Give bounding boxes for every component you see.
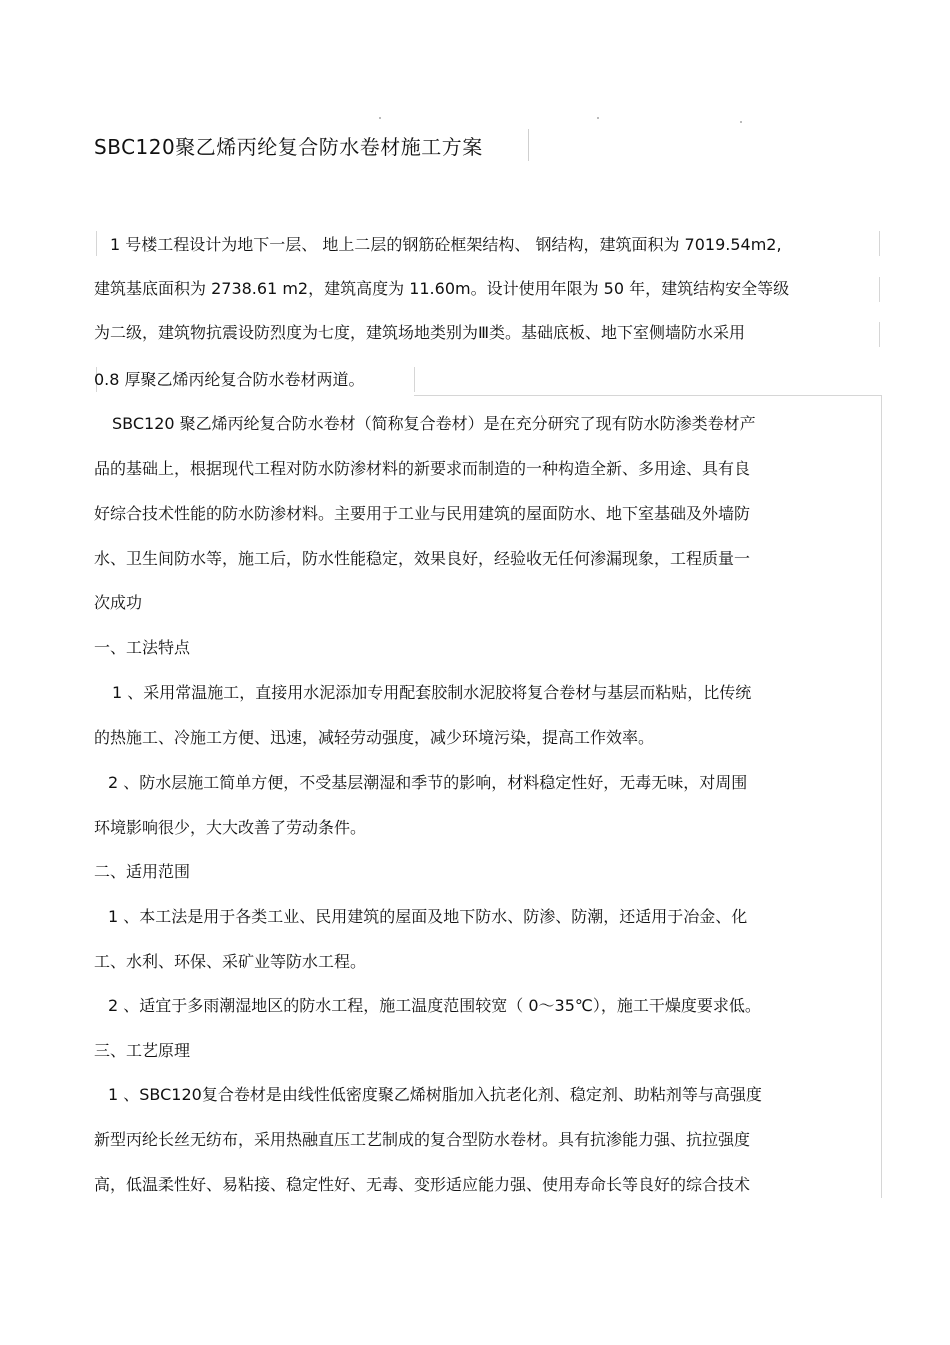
section-heading: 二、适用范围 [94,862,191,881]
right-margin-rule [881,395,882,1198]
right-divider [879,231,880,256]
paragraph-line: 次成功 [94,593,143,612]
paragraph-line: 水、卫生间防水等，施工后，防水性能稳定，效果良好，经验收无任何渗漏现象，工程质量一 [94,549,751,568]
list-item: 2 、防水层施工简单方便，不受基层潮湿和季节的影响，材料稳定性好，无毒无味，对周围 [108,773,748,792]
list-item: 1 、采用常温施工，直接用水泥添加专用配套胶制水泥胶将复合卷材与基层而粘贴，比传统 [112,683,752,702]
intro-line-1: 1 号楼工程设计为地下一层、 地上二层的钢筋砼框架结构、 钢结构，建筑面积为 7019.54m2, [110,235,782,254]
list-item: 1 、本工法是用于各类工业、民用建筑的屋面及地下防水、防渗、防潮，还适用于冶金、化 [108,907,748,926]
list-item-continued: 高，低温柔性好、易粘接、稳定性好、无毒、变形适应能力强、使用寿命长等良好的综合技术 [94,1175,751,1194]
title-divider [528,129,529,161]
intro-line-3: 为二级，建筑物抗震设防烈度为七度，建筑场地类别为Ⅲ类。基础底板、地下室侧墙防水采用 [94,323,746,342]
scan-speck [740,121,742,123]
section-heading: 三、工艺原理 [94,1041,191,1060]
list-item-continued: 工、水利、环保、采矿业等防水工程。 [94,952,367,971]
list-item: 1 、SBC120复合卷材是由线性低密度聚乙烯树脂加入抗老化剂、稳定剂、助粘剂等与高强度 [108,1085,762,1104]
list-item: 2 、适宜于多雨潮湿地区的防水工程，施工温度范围较宽（ 0～35℃），施工干燥度要求低。 [108,996,761,1015]
paragraph-line: 品的基础上，根据现代工程对防水防渗材料的新要求而制造的一种构造全新、多用途、具有良 [94,459,751,478]
section-divider [414,395,882,396]
right-divider [879,277,880,302]
scan-speck [597,117,599,119]
section-heading: 一、工法特点 [94,638,191,657]
right-divider [414,367,415,392]
intro-line-2: 建筑基底面积为 2738.61 m2，建筑高度为 11.60m。设计使用年限为 50 年，建筑结构安全等级 [94,279,790,298]
list-item-continued: 环境影响很少，大大改善了劳动条件。 [94,818,367,837]
right-divider [879,322,880,347]
list-item-continued: 的热施工、冷施工方便、迅速，减轻劳动强度，减少环境污染，提高工作效率。 [94,728,655,747]
scan-speck [379,117,381,119]
list-item-continued: 新型丙纶长丝无纺布，采用热融直压工艺制成的复合型防水卷材。具有抗渗能力强、抗拉强度 [94,1130,751,1149]
left-divider [96,231,97,256]
document-title: SBC120聚乙烯丙纶复合防水卷材施工方案 [94,135,483,159]
paragraph-line: SBC120 聚乙烯丙纶复合防水卷材（简称复合卷材）是在充分研究了现有防水防渗类卷材产 [112,414,756,433]
intro-line-4: 0.8 厚聚乙烯丙纶复合防水卷材两道。 [94,370,365,389]
paragraph-line: 好综合技术性能的防水防渗材料。主要用于工业与民用建筑的屋面防水、地下室基础及外墙防 [94,504,751,523]
